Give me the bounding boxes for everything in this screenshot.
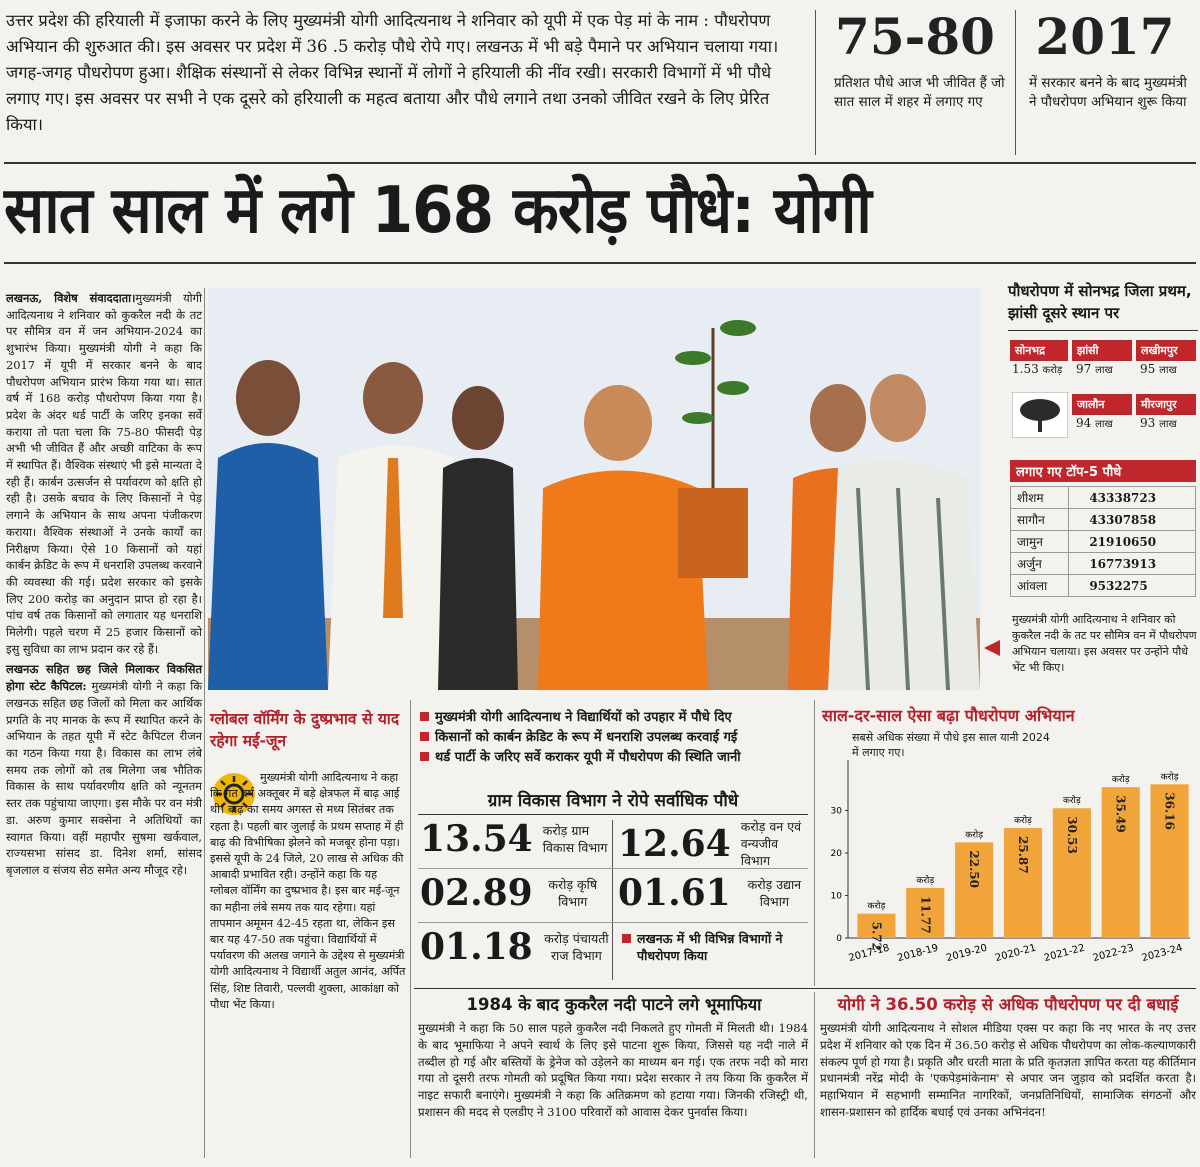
photo-caption: मुख्यमंत्री योगी आदित्यनाथ ने शनिवार को कुकरैल नदी के तट पर सौमित्र वन में पौधरोपण अभियान चलाया। इस अवसर पर उन्होंने पौधे भेंट भी किए। [1012,613,1197,674]
stat-number: 2017 [1035,7,1175,66]
rule [1008,330,1198,331]
x-tick-label: 2022-23 [1091,942,1136,965]
dept-number: 01.61 [618,872,731,914]
y-tick-label: 30 [830,806,842,817]
dept-item [420,926,610,968]
plant-count: 43307858 [1069,509,1196,531]
data-label: 25.87 [1016,836,1030,874]
district-unit: लाख [1159,419,1177,430]
tree-icon [1012,392,1068,438]
district-card [1136,340,1196,361]
chart-subtitle: सबसे अधिक संख्या में पौधे इस साल यानी 2024 में लगाए गए। [852,731,1050,759]
unit-label: करोड़ [1014,816,1032,827]
unit-label: करोड़ [1062,796,1081,807]
data-label: 30.53 [1064,816,1079,854]
x-tick-label: 2017-18 [847,942,891,965]
dept-label: करोड़ पंचायती राज विभाग [544,931,609,963]
rule [4,162,1196,164]
district-name: लखीमपुर [1137,341,1195,360]
chart-title: साल-दर-साल ऐसा बढ़ा पौधरोपण अभियान [822,706,1075,725]
district-value-line [1140,416,1177,430]
data-label: 35.49 [1113,795,1128,833]
dept-label: करोड़ कृषि विभाग [548,877,598,909]
stat-text: प्रतिशत पौधे आज भी जीवित हैं जो सात साल में शहर में लगाए गए [834,75,1005,110]
unit-label: करोड़ [867,901,886,912]
dept-label: करोड़ वन एवं वन्यजीव विभाग [740,819,802,868]
district-value-line [1140,362,1177,376]
plant-count: 21910650 [1069,531,1196,553]
dept-number: 01.18 [420,926,533,968]
dept-label: करोड़ ग्राम विकास विभाग [542,823,608,855]
stat-box-1 [820,8,1010,112]
y-tick-label: 20 [830,849,842,859]
divider [204,288,205,1158]
headline: सात साल में लगे 168 करोड़ पौधे: योगी [4,174,871,248]
dept-number: 13.54 [420,818,533,860]
district-value: 97 [1076,362,1092,376]
plant-name: शीशम [1011,487,1069,509]
district-name: जालौन [1073,395,1131,414]
stat-number: 75-80 [835,7,995,66]
top5-table [1010,486,1196,597]
district-title: पौधरोपण में सोनभद्र जिला प्रथम, झांसी दूसरे स्थान पर [1008,282,1192,322]
district-value-line [1012,362,1062,376]
bullet-icon [420,732,429,741]
event-photo [208,288,980,690]
plant-name: अर्जुन [1011,553,1069,575]
unit-label: करोड़ [916,875,935,886]
table-row [1011,487,1196,509]
dept-number: 12.64 [618,822,731,865]
unit-label: करोड़ [1111,775,1130,786]
dept-number: 02.89 [420,872,533,914]
dept-item [420,872,610,914]
x-tick-label: 2021-22 [1042,942,1087,965]
plant-count: 43338723 [1069,487,1196,509]
intro-paragraph: उत्तर प्रदेश की हरियाली में इजाफा करने के लिए मुख्यमंत्री योगी आदित्यनाथ ने शनिवार को यूपी में एक पेड़ मां के नाम : पौधरोपण अभियान की शुरुआत की। इस अवसर पर प्रदेश में 36 .5 करोड़ पौधे रोपे गए। लखनऊ में भी बड़े पैमाने पर अभियान चलाया गया। जगह-जगह पौधरोपण हुआ। शैक्षिक संस्थानों से लेकर विभिन्न स्थानों में लोगों ने हरियाली की नींव रखी। सरकारी विभागों में भी पौधे लगाए गए। इस अवसर पर सभी ने एक दूसरे को हरियाली क महत्व बताया और पौधे लगाने तथा उनको जीवित रखने के लिए प्रेरित किया। [6,11,779,134]
x-tick-label: 2023-24 [1140,942,1184,965]
data-label: 5.72 [869,921,884,951]
district-value: 95 [1140,362,1156,376]
bullet-icon [420,712,429,721]
plant-count: 16773913 [1069,553,1196,575]
caption-arrow-icon [984,640,1000,656]
divider [612,820,613,980]
table-row [1011,553,1196,575]
kukrail-body: मुख्यमंत्री ने कहा कि 50 साल पहले कुकरैल नदी निकलते हुए गोमती में मिलती थी। 1984 के बाद भूमाफिया ने अपने स्वार्थ के लिए इसे पाटना शुरू किया, जिससे यह नदी नाले में तब्दील हो गई और बस्तियों के ड्रेनेज को उड़ेलने का माध्यम बन गई। एक तरफ नदी को मारा गया तो दूसरी तरफ गोमती को प्रदूषित किया गया। प्रदेश सरकार ने तय किया कि कुकरैल में नाइट सफारी बनाएंगे। मुख्यमंत्री ने कहा कि अतिक्रमण को हटाया गया। जिनकी रजिस्ट्री थी, प्रशासन की मदद से एलडीए ने 3100 परिवारों को आवास देकर पुनर्वास किया। [418,1021,808,1119]
district-value-line [1076,416,1113,430]
plant-name: जामुन [1011,531,1069,553]
district-unit: करोड़ [1042,365,1063,376]
x-tick-label: 2019-20 [945,942,989,965]
growth-bar-chart [820,728,1196,984]
list-item [420,748,810,768]
congrats-body: मुख्यमंत्री योगी आदित्यनाथ ने सोशल मीडिया एक्स पर कहा कि नए भारत के नए उत्तर प्रदेश में शनिवार को एक दिन में 36.50 करोड़ से अधिक पौधरोपण का लोक-कल्याणकारी संकल्प पूर्ण हो गया है। प्रकृति और धरती माता के प्रति कृतज्ञता ज्ञापित करता यह कीर्तिमान प्रधानमंत्री नरेंद्र मोदी के 'एकपेड़मांकेनाम' से अपार जन जुड़ाव को प्रदर्शित करता है। महाभियान में सहभागी सम्मानित नागरिकों, जनप्रतिनिधियों, सामाजिक संगठनों और शासन-प्रशासन को हार्दिक बधाई एवं उनका अभिनंदन! [820,1021,1196,1119]
district-card [1010,340,1068,361]
unit-label: करोड़ [1160,772,1179,783]
plant-name: सागौन [1011,509,1069,531]
district-name: झांसी [1073,341,1131,360]
x-tick-label: 2020-21 [994,942,1038,965]
unit-label: करोड़ [965,830,984,841]
highlights-list [420,708,810,768]
data-label: 11.77 [918,895,933,934]
data-label: 22.50 [967,850,982,888]
district-name: मीरजापुर [1137,395,1195,414]
district-unit: लाख [1095,365,1113,376]
departments-title: ग्राम विकास विभाग ने रोपे सर्वाधिक पौधे [487,791,739,811]
bullet-text: थर्ड पार्टी के जरिए सर्वे कराकर यूपी में पौधरोपण की स्थिति जानी [435,750,741,765]
district-value: 1.53 [1012,362,1039,376]
plant-count: 9532275 [1069,575,1196,597]
note-text: लखनऊ में भी विभिन्न विभागों ने पौधरोपण किया [637,931,783,963]
divider [410,700,411,1158]
dept-item [618,872,808,914]
photo-illustration [208,288,980,690]
divider [815,10,816,155]
rule [418,814,808,815]
bullet-text: किसानों को कार्बन क्रेडिट के रूप में धनराशि उपलब्ध करवाई गई [435,730,738,745]
global-warming-title: ग्लोबल वॉर्मिंग के दुष्प्रभाव से याद रहेगा मई-जून [210,710,400,750]
divider [814,700,815,986]
table-row [1011,509,1196,531]
subhead: लखनऊ सहित छह जिले मिलाकर विकसित होगा स्टेट कैपिटल: [6,662,202,694]
bullet-icon [622,934,631,943]
x-tick-label: 2018-19 [896,942,940,965]
bullet-icon [420,752,429,761]
dept-note [622,930,808,964]
table-row [1011,575,1196,597]
left-article [6,290,202,883]
rule [4,262,1196,264]
divider [814,992,815,1158]
district-value: 94 [1076,416,1092,430]
stat-text: में सरकार बनने के बाद मुख्यमंत्री ने पौधरोपण अभियान शुरू किया [1029,75,1187,110]
list-item [420,728,810,748]
dateline: लखनऊ, विशेष संवाददाता। [6,291,136,305]
stat-box-2 [1015,8,1195,112]
top5-title: लगाए गए टॉप-5 पौधे [1010,460,1196,482]
district-unit: लाख [1159,365,1177,376]
article-text: मुख्यमंत्री योगी आदित्यनाथ ने शनिवार को कुकरैल नदी के तट पर सौमित्र वन में जन अभियान-2024 का शुभारंभ किया। मुख्यमंत्री योगी ने कहा कि 2017 में यूपी में सरकार बनने के बाद पौधरोपण अभियान प्रारंभ किया गया था। सात वर्ष में 168 करोड़ पौधरोपण किया गया है। प्रदेश के अंदर थर्ड पार्टी के जरिए इनका सर्वे कराया तो पता चला कि 75-80 फीसदी पेड़ अभी भी जीवित हैं और अच्छी वाटिका के रूप में स्थापित हैं। वैश्विक संस्थाएं भी इसे मान्यता दे रही हैं। कार्बन उत्सर्जन से पर्यावरण को क्षति हो रही है। उसके बचाव के लिए किसानों ने पेड़ लगाने के अभियान के साथ अपना पंजीकरण कराया। वैश्विक संस्थाओं ने उनके कार्यों का निरीक्षण किया। ऐसे 10 किसानों को यहां कार्बन क्रेडिट के रूप में धनराशि उपलब्ध करवाने की व्यवस्था की गई। प्रदेश सरकार को इसके लिए 200 करोड़ का अनुदान प्राप्त हो रहा है। पांच वर्ष तक किसानों को लगातार यह धनराशि मिलेगी। पहले चरण में 25 हजार किसानों को इसु सुविधा का लाभ प्रदान कर रहे हैं। [6,291,202,656]
plant-name: आंवला [1011,575,1069,597]
district-unit: लाख [1095,419,1113,430]
district-card [1072,394,1132,415]
district-value: 93 [1140,416,1156,430]
global-warming-body: मुख्यमंत्री योगी आदित्यनाथ ने कहा कि गत वर्ष अक्तूबर में बड़े क्षेत्रफल में बाढ़ आई थी। बाढ़ का समय अगस्त से मध्य सितंबर तक रहता है। पहली बार जुलाई के प्रथम सप्ताह में ही बाढ़ की विभीषिका झेलने को मजबूर होना पड़ा। इससे यूपी के 24 जिले, 20 लाख से अधिक की आबादी प्रभावित रही। उन्होंने कहा कि यह ग्लोबल वॉर्मिंग का दुष्प्रभाव है। इस बार मई-जून का महीना लंबे समय तक याद रहेगा। यहां तापमान अमूमन 42-45 रहता था, लेकिन इस बार यह 47-50 तक पहुंचा। विद्यार्थियों में पर्यावरण की अलख जगाने के उद्देश्य से मुख्यमंत्री योगी आदित्यनाथ ने विद्यार्थी अतुल आनंद, अर्पित सिंह, शिष्ट तिवारी, पल्लवी शुक्ला, आकांक्षा को पौधा भेंट किया। [210,771,406,1011]
y-tick-label: 0 [836,934,842,944]
district-card [1136,394,1196,415]
kukrail-title: 1984 के बाद कुकरैल नदी पाटने लगे भूमाफिया [466,995,762,1014]
district-card [1072,340,1132,361]
y-tick-label: 10 [830,891,842,902]
congrats-title: योगी ने 36.50 करोड़ से अधिक पौधरोपण पर दी बधाई [837,995,1179,1014]
table-row [1011,531,1196,553]
dept-item [618,818,808,869]
dept-item [420,818,610,860]
rule [418,868,808,869]
data-label: 36.16 [1162,792,1177,830]
list-item [420,708,810,728]
bullet-text: मुख्यमंत्री योगी आदित्यनाथ ने विद्यार्थियों को उपहार में पौधे दिए [435,710,732,725]
dept-label: करोड़ उद्यान विभाग [747,877,802,909]
article-text: मुख्यमंत्री योगी ने कहा कि लखनऊ सहित छह जिलों को मिला कर आर्थिक प्रगति के नए मानक के रूप में स्थापित करने के अभियान के तहत यूपी में स्टेट कैपिटल रीजन का गठन किया गया है। विकास का लाभ लंबे समय तक लोगों को तब मिलेगा जब भौतिक विकास के साथ पर्यावरणीय क्षति को न्यूनतम स्तर तक पहुंचाया जाएगा। इस मौके पर वन मंत्री डा. अरुण कुमार सक्सेना ने अतिथियों का स्वागत किया। वहीं महापौर सुषमा खर्कवाल, राज्यसभा सांसद डा. दिनेश शर्मा, सांसद बृजलाल व संजय सेठ समेत अन्य मौजूद रहे। [6,679,202,877]
district-value-line [1076,362,1113,376]
rule [414,988,1196,989]
district-name: सोनभद्र [1011,341,1067,360]
rule [418,922,808,923]
